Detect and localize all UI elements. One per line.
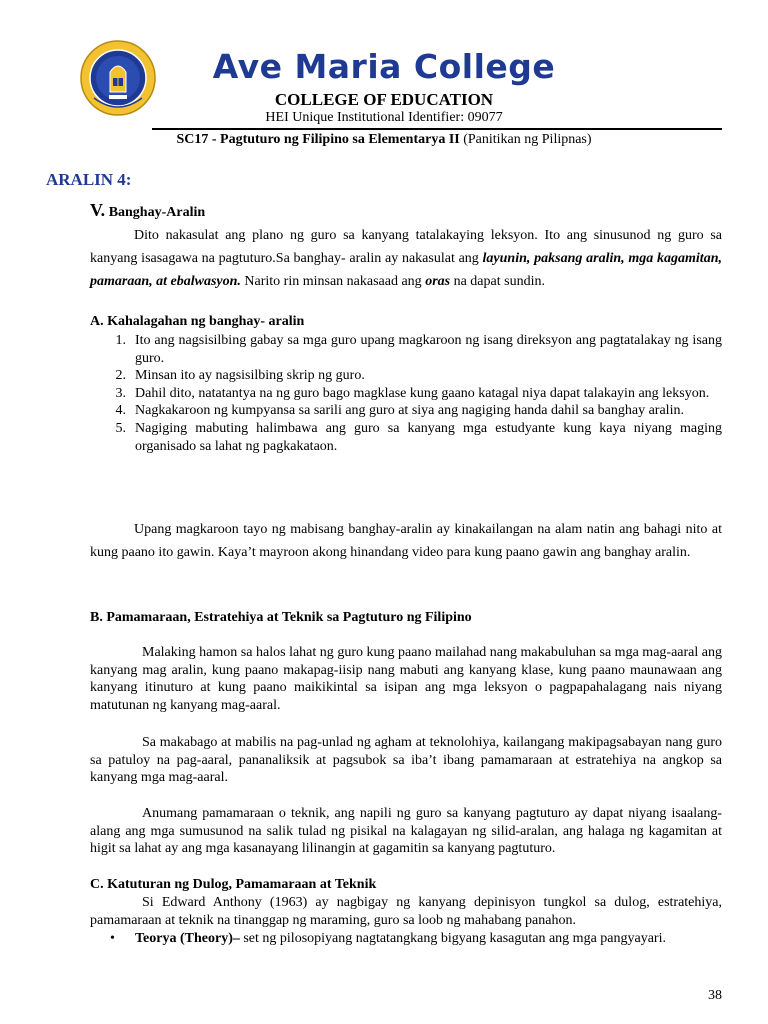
section-c-paragraph: Si Edward Anthony (1963) ay nagbigay ng kanyang depinisyon tungkol sa dulog, estratehiya, pamamaraan at teknik na tinanggap ng maraming, guro sa loob ng mahabang panahon. [90, 895, 722, 928]
lesson-title: ARALIN 4: [46, 170, 132, 189]
hei-identifier: HEI Unique Institutional Identifier: 09077 [265, 110, 503, 125]
section-number: V. [90, 200, 106, 220]
bullet-term: Teorya (Theory)– [135, 931, 240, 946]
section-c-heading: C. Katuturan ng Dulog, Pamamaraan at Teknik [90, 877, 377, 892]
course-subtitle: (Panitikan ng Pilipnas) [463, 132, 592, 147]
bullet-text: set ng pilosopiyang nagtatangkang bigyang kasagutan ang mga pangyayari. [239, 931, 666, 946]
section-a-heading: A. Kahalagahan ng banghay- aralin [90, 314, 305, 329]
list-item [90, 420, 722, 455]
list-number: 5. [115, 420, 126, 436]
list-text: Nagkakaroon ng kumpyansa sa sarili ang guro at siya ang nagiging handa dahil sa banghay aralin. [135, 403, 684, 419]
course-line [0, 132, 768, 148]
intro-emphasis-2: oras [425, 274, 451, 289]
college-subtitle: COLLEGE OF EDUCATION [274, 90, 494, 109]
list-number: 1. [115, 333, 126, 348]
list-number: 3. [115, 385, 126, 401]
list-number: 4. [115, 403, 126, 419]
section-a-list [90, 332, 722, 455]
section-b-paragraph-1: Malaking hamon sa halos lahat ng guro kung paano mailahad nang makabuluhan sa mga mag-aaral ang kanyang mag aralin, kung paano makapag-iisip nang mabuti ang kanyang klase, kung paano maunawaan ang kanyang itinuturo at kung paano maikikintal sa isipan ang mga leksyon o pagpapahalagang nais niyang matutunan ng kanyang mag-aaral. [90, 645, 722, 714]
intro-text-3: na dapat sundin. [450, 274, 545, 289]
section-b-heading: B. Pamamaraan, Estratehiya at Teknik sa Pagtuturo ng Filipino [90, 610, 472, 625]
intro-emphasis-1: layunin, paksang aralin, mga kagamitan, pamaraan, at ebalwasyon. [90, 251, 722, 289]
intro-text-2: Narito rin minsan nakasaad ang [240, 274, 426, 289]
bullet-item-theory [110, 931, 722, 947]
section-b-paragraph-3: Anumang pamamaraan o teknik, ang napili ng guro sa kanyang pagtuturo ay dapat niyang isaalang-alang ang mga sumusunod na salik tulad ng pisikal na kalagayan ng silid-aralan, ang halaga ng kagamitan at higit sa lahat ay ang mga kasanayang lilinangin at gagamitin sa kanyang pagtuturo. [90, 806, 722, 857]
header-divider [152, 128, 722, 130]
list-text: Nagiging mabuting halimbawa ang guro sa kanyang mga estudyante kung kaya niyang maging organisado sa lahat ng pagkakataon. [135, 420, 722, 454]
list-number: 2. [115, 368, 126, 384]
section-b-paragraph-2: Sa makabago at mabilis na pag-unlad ng agham at teknolohiya, kailangang makipagsabayan nang guro sa patuloy na pag-aaral, pananaliksik at pagsubok sa iba’t ibang pamamaraan at estratehiya na angkop sa kanyang mga mag-aaral. [90, 735, 722, 786]
list-text: Dahil dito, natatantya na ng guro bago magklase kung gaano katagal niya dapat talakayin ang leksyon. [135, 385, 710, 401]
course-title: Pagtuturo ng Filipino sa Elementarya II [220, 132, 460, 147]
list-text: Ito ang nagsisilbing gabay sa mga guro upang magkaroon ng isang direksyon ang pagtatalakay ng isang guro. [135, 333, 722, 366]
section-title: Banghay-Aralin [108, 205, 206, 220]
course-code: SC17 - [176, 132, 217, 147]
list-item [90, 367, 722, 385]
bullet-icon: • [110, 931, 115, 946]
list-item [90, 332, 722, 367]
college-name: Ave Maria College [212, 47, 556, 86]
list-text: Minsan ito ay nagsisilbing skrip ng guro. [135, 368, 365, 384]
intro-paragraph [90, 224, 722, 293]
list-item [90, 402, 722, 420]
page-number: 38 [708, 988, 722, 1003]
section-a-closing: Upang magkaroon tayo ng mabisang banghay-aralin ay kinakailangan na alam natin ang bahagi nito at kung paano ito gawin. Kaya’t mayroon akong hinandang video para kung paano gawin ang banghay aralin. [90, 522, 722, 560]
section-heading-v [90, 200, 205, 221]
intro-text-1: Dito nakasulat ang plano ng guro sa kanyang tatalakaying leksyon. Ito ang sinusunod ng guro sa kanyang isasagawa na pagtuturo.Sa banghay- aralin ay nakasulat ang [90, 228, 722, 266]
list-item [90, 385, 722, 403]
